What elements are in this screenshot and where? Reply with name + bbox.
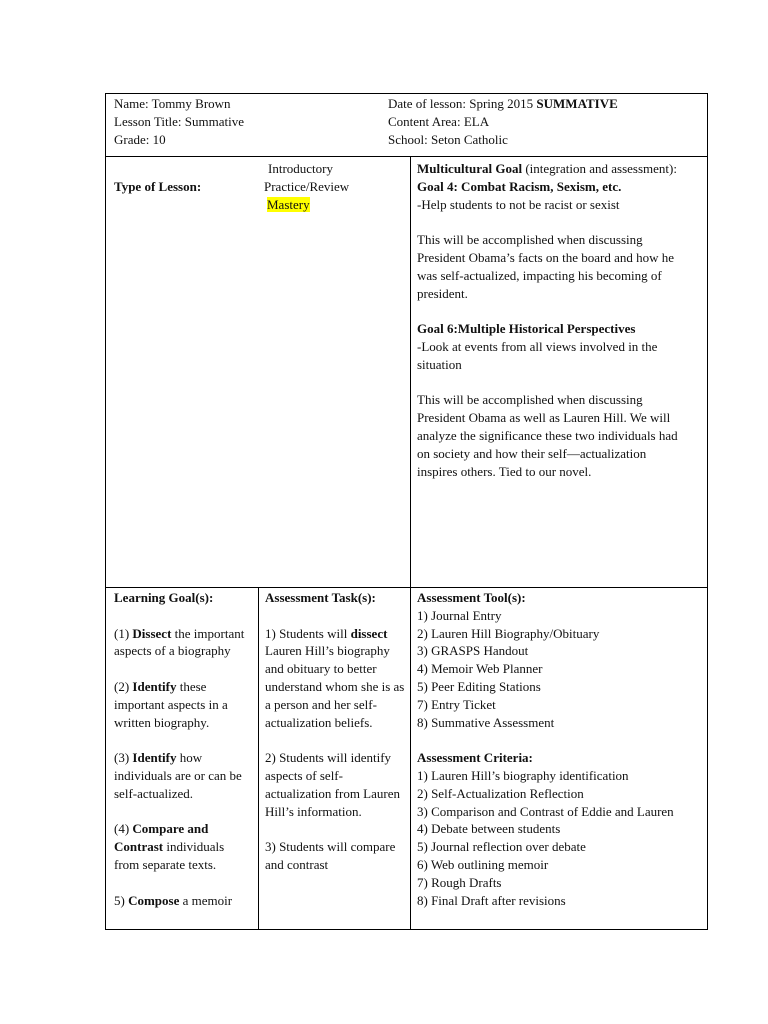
tool-item: 4) Memoir Web Planner [417,661,543,677]
assessment-task-2: 2) Students will identify aspects of self-actualization from Lauren Hill’s information. [265,750,400,819]
criteria-item: 3) Comparison and Contrast of Eddie and Lauren [417,803,674,819]
task-text: 1) Students will [265,625,351,641]
assessment-row [106,588,707,929]
goal-verb: Compare and Contrast [114,821,209,855]
content-area: Content Area: ELA [388,113,490,129]
learning-goal-3 [114,749,252,802]
goal-verb: Dissect [132,625,172,641]
goal-6-detail: This will be accomplished when discussing President Obama as well as Lauren Hill. We will analyze the significance these two individuals had on society and how their self—actualization inspires others. Tied to our novel. [417,392,678,479]
goal-verb: Identify [132,750,177,766]
assessment-tasks-title: Assessment Task(s): [265,590,376,605]
criteria-item: 1) Lauren Hill’s biography identification [417,767,629,783]
school: School: Seton Catholic [388,131,508,147]
tool-item: 1) Journal Entry [417,607,502,623]
summative-label: SUMMATIVE [536,96,618,111]
header-row [106,94,707,157]
goal-verb: Identify [132,678,177,694]
goal-6-description: -Look at events from all views involved in the situation [417,338,658,372]
multicultural-goal-cell [417,160,679,480]
grade: Grade: 10 [114,131,166,147]
column-divider [410,588,411,929]
option-mastery [264,196,349,214]
column-divider [258,588,259,929]
multicultural-title-suffix: (integration and assessment): [522,161,677,176]
assessment-tools-cell [417,589,697,909]
tool-item: 7) Entry Ticket [417,696,496,712]
goal-text: how individuals are or can be self-actualized. [114,750,242,801]
goal-text: individuals from separate texts. [114,839,225,872]
learning-goals-title: Learning Goal(s): [114,590,214,605]
criteria-item: 7) Rough Drafts [417,874,502,890]
goal-number: (1) [114,625,133,641]
learning-goal-2 [114,678,252,731]
goal-4-title: Goal 4: Combat Racism, Sexism, etc. [417,178,622,194]
type-of-lesson-label: Type of Lesson: [114,179,202,194]
goal-number: (3) [114,750,133,766]
goal-text: a memoir [179,892,233,908]
goal-4-detail: This will be accomplished when discussing President Obama’s facts on the board and how he was self-actualized, impacting his becoming of president. [417,232,675,301]
header-left-cell [114,95,244,148]
lesson-plan-table [105,93,708,930]
learning-goals-cell [114,589,252,909]
goal-number: 5) [114,892,129,908]
column-divider [410,157,411,587]
tool-item: 5) Peer Editing Stations [417,678,541,694]
learning-goal-1 [114,625,252,661]
goal-text: the important aspects of a biography [114,625,245,659]
option-introductory: Introductory [268,161,333,176]
multicultural-heading [417,160,679,178]
criteria-item: 4) Debate between students [417,821,561,837]
assessment-criteria-title: Assessment Criteria: [417,750,533,766]
learning-goal-5 [114,892,252,910]
multicultural-title: Multicultural Goal [417,161,523,176]
criteria-item: 6) Web outlining memoir [417,856,549,872]
task-verb: dissect [350,625,388,641]
goal-4-description: -Help students to not be racist or sexist [417,196,620,212]
tool-item: 3) GRASPS Handout [417,643,529,659]
lesson-title: Lesson Title: Summative [114,113,245,129]
goal-text: these important aspects in a written biography. [114,678,228,730]
assessment-tools-title: Assessment Tool(s): [417,590,526,605]
task-text: Lauren Hill’s biography and obituary to better understand whom she is as a person and her self-actualization beliefs. [265,643,405,730]
option-practice-review: Practice/Review [264,178,350,194]
learning-goal-4 [114,820,252,873]
goal-verb: Compose [128,892,180,908]
criteria-item: 2) Self-Actualization Reflection [417,785,584,801]
tool-item: 8) Summative Assessment [417,714,555,730]
mastery-highlight: Mastery [267,196,310,212]
assessment-task-1 [265,625,407,732]
assessment-tasks-cell [265,589,407,874]
date-text: Date of lesson: Spring 2015 [388,96,537,111]
header-right-cell [388,95,618,148]
criteria-item: 5) Journal reflection over debate [417,839,586,855]
teacher-name: Name: Tommy Brown [114,96,231,111]
lesson-type-row [106,157,707,588]
tool-item: 2) Lauren Hill Biography/Obituary [417,625,600,641]
lesson-type-options [264,160,349,213]
goal-number: (2) [114,678,133,694]
date-of-lesson [388,95,618,113]
criteria-item: 8) Final Draft after revisions [417,892,566,908]
goal-number: (4) [114,821,133,837]
assessment-task-3: 3) Students will compare and contrast [265,839,396,872]
goal-6-title: Goal 6:Multiple Historical Perspectives [417,321,636,337]
